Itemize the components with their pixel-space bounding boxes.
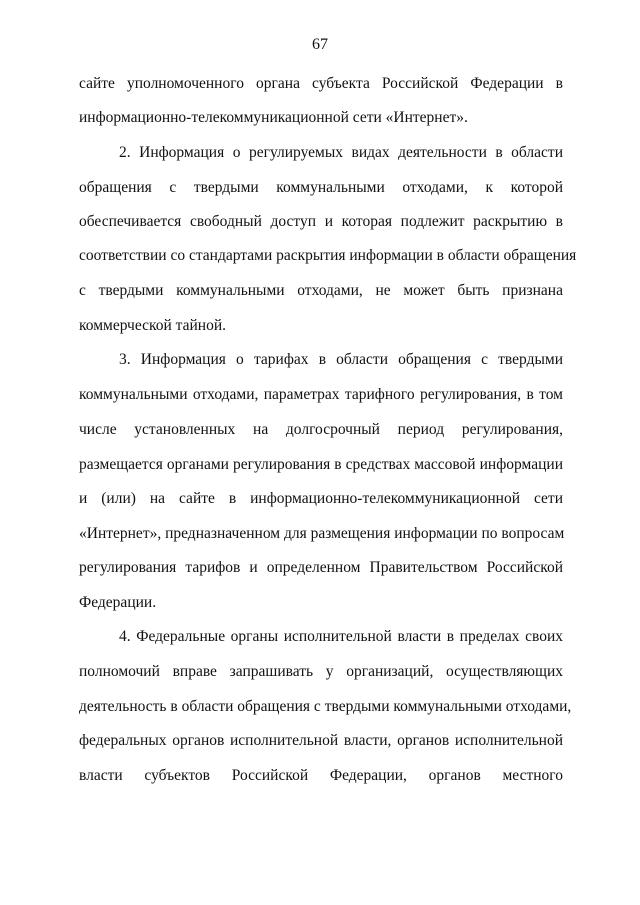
- text-line: размещается органами регулирования в средствах массовой информации: [79, 456, 563, 473]
- text-line: коммунальными отходами, параметрах тарифного регулирования, в том: [79, 386, 563, 403]
- text-line: и (или) на сайте в информационно-телекоммуникационной сети: [79, 490, 563, 507]
- text-line: коммерческой тайной.: [79, 317, 227, 334]
- text-line: федеральных органов исполнительной власти, органов исполнительной: [79, 732, 563, 749]
- paragraph-2-first-line: 2. Информация о регулируемых видах деятельности в области: [119, 144, 563, 161]
- text-line: «Интернет», предназначенном для размещения информации по вопросам: [79, 525, 565, 542]
- text-line: числе установленных на долгосрочный период регулирования,: [79, 421, 563, 438]
- text-line: информационно-телекоммуникационной сети «Интернет».: [79, 109, 468, 126]
- text-line: власти субъектов Российской Федерации, органов местного: [79, 767, 563, 784]
- page-number: 67: [312, 36, 328, 53]
- paragraph-4-first-line: 4. Федеральные органы исполнительной власти в пределах своих: [119, 628, 563, 645]
- text-line: с твердыми коммунальными отходами, не может быть признана: [79, 282, 563, 299]
- paragraph-3-first-line: 3. Информация о тарифах в области обращения с твердыми: [119, 351, 563, 368]
- text-line: Федерации.: [79, 594, 157, 611]
- text-line: регулирования тарифов и определенном Правительством Российской: [79, 559, 563, 576]
- text-line: соответствии со стандартами раскрытия информации в области обращения: [79, 247, 577, 264]
- text-line: обращения с твердыми коммунальными отходами, к которой: [79, 179, 563, 196]
- text-line: сайте уполномоченного органа субъекта Российской Федерации в: [79, 75, 563, 92]
- text-line: деятельность в области обращения с твердыми коммунальными отходами,: [79, 698, 572, 715]
- text-line: полномочий вправе запрашивать у организаций, осуществляющих: [79, 663, 563, 680]
- text-line: обеспечивается свободный доступ и которая подлежит раскрытию в: [79, 213, 563, 230]
